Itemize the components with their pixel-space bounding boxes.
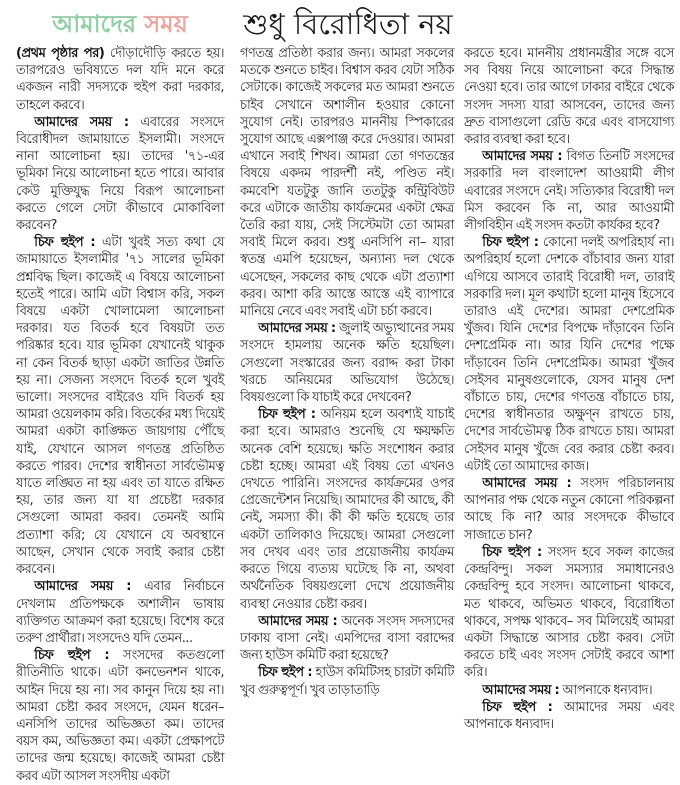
interview-paragraph [16,647,224,785]
paragraph-text: করতে হবে। মাননীয় প্রধানমন্ত্রীর সঙ্গে বসে সব বিষয় নিয়ে আলোচনা করে সিদ্ধান্ত নেওয়া হবে। তার আগে ঢাকার বাইরে থেকে সংসদ সদস্য যারা আসবেন, তাদের জন্য দ্রুত বাসাগুলো রেডি করে এবং বাসযোগ্য করার ব্যবস্থা করা হবে। [464,46,674,148]
paragraph-text: দৌড়াদৌড়ি করতে হয়। তারপরেও ভবিষ্যতে দল যদি মনে করে একজন নারী সদস্যকে হুইপ করা দরকার, তাহলে করবে। [16,46,225,113]
paragraph-text: এবার নির্বাচনে দেখলাম প্রতিপক্ষকে অশালীন ভাষায় ব্যক্তিগত আক্রমণ করা হয়েছে। বিশেষ করে তরুণ প্রার্থীরা। সংসদেও যদি তেমন... [16,579,224,646]
interview-paragraph [240,406,454,612]
paragraph-text: এবারের সংসদে বিরোধীদল জামায়াতে ইসলামী। সংসদে নানা আলোচনা হয়। তাদের '৭১-এর ভূমিকা নিয়ে আলোচনা হতে পারে। আবার কেউ মুক্তিযুদ্ধ নিয়ে বিরূপ আলোচনা করতে গেলে সেটা কীভাবে মোকাবিলা করবেন? [16,114,224,234]
interview-paragraph [464,682,674,699]
speaker-label: আমাদের সময় : [34,114,129,130]
paragraph-text: অনিয়ম হলে অবশ্যই যাচাই করা হবে। আমরাও শুনেছি যে ক্ষয়ক্ষতি অনেক বেশি হয়েছে। ক্ষতি সংশোধন করার চেষ্টা হচ্ছে। আমরা এই বিষয় তো এখনও দেখতে পারিনি। সংসদের কার্যক্রমের ওপর প্রেজেন্টেশন নিয়েছি। আমাদের কী আছে, কী নেই, সমস্যা কী। কী কী ক্ষতি হয়েছে তার একটা তালিকাও দিয়েছে। আমরা সেগুলো সব দেখব এবং তার প্রয়োজনীয় কার্যক্রম করতে গিয়ে ব্যত্যয় ঘটেছে কি না, অথবা অর্থনৈতিক বিষয়গুলো দেখে প্রয়োজনীয় ব্যবস্থা নেওয়ার চেষ্টা করব। [240,407,454,612]
continued-paragraph [464,45,674,148]
article-column-1 [16,45,224,785]
interview-paragraph [16,578,224,647]
paragraph-text: এটা খুবই সত্য কথা যে জামায়াতে ইসলামীর '৭১ সালের ভূমিকা প্রশ্নবিদ্ধ ছিল। কাজেই এ বিষয়ে আলোচনা হতেই পারে। আমি এটা বিশ্বাস করি, সকল বিষয়ে একটা খোলামেলা আলোচনা দরকার। যত বিতর্ক হবে বিষয়টা তত পরিষ্কার হবে। যার ভূমিকা যেখানেই থাকুক না কেন বিতর্ক ছাড়া একটা জাতির উন্নতি হয় না। সেজন্য সংসদে বিতর্ক হলে খুবই ভালো। সংসদের বাইরেও যদি বিতর্ক হয় আমরা ওয়েলকাম করি। বিতর্কের মধ্য দিয়েই আমরা একটা কাঙ্ক্ষিত জায়গায় পৌঁছে যাই, যেখানে আসল গণতন্ত্র প্রতিষ্ঠিত করতে পারব। দেশের স্বাধীনতা সার্বভৌমত্ব যাতে লঙ্ঘিত না হয় এবং তা যাতে রক্ষিত হয়, তার জন্য যা যা প্রচেষ্টা দরকার সেগুলো আমরা করব। তেমনই আমি প্রত্যাশা করি; যে যেখানে যে অবস্থানে আছেন, সেখান থেকে সবাই করার চেষ্টা করবেন। [16,235,224,578]
interview-paragraph [16,234,224,578]
speaker-label: আমাদের সময় : [482,682,560,698]
paragraph-text: কোনো দলই অপরিহার্য না। অপরিহার্য হলো দেশকে বাঁচাবার জন্য যারা এগিয়ে আসবে তারাই বিরোধী দল, তারাই সরকারি দল। মূল কথাটা হলো মানুষ হিসেবে তারাও এই দেশের। আমরা দেশপ্রেমিক খুঁজব। যিনি দেশের বিপক্ষে দাঁড়াবেন তিনি দেশপ্রেমিক না। আর যিনি দেশের পক্ষে দাঁড়াবেন তিনি দেশপ্রেমিক। আমরা খুঁজব সেইসব মানুষগুলোকে, যেসব মানুষ দেশ বাঁচাতে চায়, দেশের গণতন্ত্র বাঁচাতে চায়, দেশের স্বাধীনতার অক্ষুণ্ন রাখতে চায়, দেশের সার্বভৌমত্ব ঠিক রাখতে চায়। আমরা সেইসব মানুষ খুঁজে বের করার চেষ্টা করব। এটাই তো আমাদের কাজ। [464,235,675,474]
paragraph-text: হাউস কমিটিসহ চারটা কমিটি খুব গুরুত্বপূর্ণ। খুব তাড়াতাড়ি [240,665,454,698]
interview-paragraph [16,45,224,114]
speaker-label: আমাদের সময় : [258,321,336,337]
speaker-label: আমাদের সময় : [34,579,131,595]
interview-paragraph [464,148,674,234]
watermark-part-1: আমাদের [52,10,137,38]
speaker-label: চিফ হুইপ : [482,699,553,715]
paragraph-text: জুলাই অভ্যুত্থানের সময় সংসদে হামলায় অনেক ক্ষতি হয়েছিল। সেগুলো সংস্কারের জন্য বরাদ্দ করা টাকা খরচে অনিয়মের অভিযোগ উঠেছে। বিষয়গুলো কি যাচাই করে দেখবেন? [240,321,454,406]
speaker-label: চিফ হুইপ : [258,665,313,681]
interview-paragraph [16,114,224,234]
article-headline: শুধু বিরোধিতা নয় [243,7,453,41]
publisher-watermark [16,8,224,40]
article-column-2 [240,45,454,699]
interview-paragraph [240,320,454,406]
paragraph-text: সংসদের কতগুলো রীতিনীতি থাকে। এটা কনভেনশন থাকে, আইন দিয়ে হয় না। সব কানুন দিয়ে হয় না। আমরা চেষ্টা করব সংসদে, যেমন ধরেন– এনসিপি তাদের অভিজ্ঞতা কম। তাদের বয়স কম, অভিজ্ঞতা কম। একটা প্রেক্ষাপটে তাদের জন্ম হয়েছে। কাজেই আমরা চেষ্টা করব এটা আসল সংসদীয় একটা [16,648,224,784]
speaker-label: আমাদের সময় : [482,149,563,165]
interview-paragraph [240,664,454,698]
speaker-label: আমাদের সময় : [482,476,572,492]
interview-paragraph [464,699,674,733]
paragraph-text: গণতন্ত্র প্রতিষ্ঠা করার জন্য। আমরা সকলের মতকে শুনতে চাইব। বিশ্বাস করব যেটা সঠিক সেটাকে। কাজেই সকলের মত আমরা শুনতে চাইব সেখানে অশালীন হওয়ার কোনো সুযোগ নেই। তারপরও মাননীয় স্পিকারের সুযোগ আছে এক্সপাঞ্জ করে দেওয়ার। আমরা এখানে সবাই শিখব। আমরা তো গণতন্ত্রের বিষয়ে একদম পারদর্শী নই, পণ্ডিত নই। কমবেশি যতটুকু জানি ততটুকু কন্ট্রিবিউট করে এটাকে জাতীয় কার্যক্রমের একটা ক্ষেত্র তৈরি করা যায়, সেই সিস্টেমটা তো আমরা সবাই মিলে করব। শুধু এনসিপি না– যারা স্বতন্ত্র এমপি হয়েছেন, অন্যান্য দল থেকে এসেছেন, সকলের কাছ থেকে এটা প্রত্যাশা করব। আশা করি আস্তে আস্তে এই ব্যাপারে মানিয়ে নেবে এবং সবাই এটা চর্চা করবে। [240,46,454,320]
paragraph-text: সংসদ হবে সকল কাজের কেন্দ্রবিন্দু। সকল সমস্যার সমাধানেরও কেন্দ্রবিন্দু হবে সংসদ। আলোচনা থাকবে, মত থাকবে, অভিমত থাকবে, বিরোধিতা থাকবে, সপক্ষ থাকবে– সব মিলিয়েই আমরা একটা সিদ্ধান্তে আসার চেষ্টা করব। সেটা করতে চাই এবং সংসদ সেটাই করবে আশা করি। [464,544,674,681]
interview-paragraph [464,544,674,682]
speaker-label: আমাদের সময় : [258,613,338,629]
paragraph-text: অনেক সংসদ সদস্যদের ঢাকায় বাসা নেই। এমপিদের বাসা বরাদ্দের জন্য হাউস কমিটি করা হয়েছে? [240,613,454,664]
speaker-label: চিফ হুইপ : [34,648,110,664]
speaker-label: চিফ হুইপ : [482,544,542,560]
paragraph-text: বিগত তিনটি সংসদের সরকারি দল বাংলাদেশ আওয়ামী লীগ এবারের সংসদে নেই। সত্যিকার বিরোধী দল মিস করবেন কি না, আর আওয়ামী লীগবিহীন এই সংসদ কতটা কার্যকর হবে? [464,149,675,234]
paragraph-text: সংসদ পরিচালনায় আপনার পক্ষ থেকে নতুন কোনো পরিকল্পনা আছে কি না? আর সংসদকে কীভাবে সাজাতে চান? [464,476,674,543]
speaker-label: চিফ হুইপ : [34,235,96,251]
article-column-3 [464,45,674,733]
interview-paragraph [464,234,674,475]
interview-paragraph [240,613,454,665]
paragraph-text: আমাদের সময় এবং আপনাকে ধন্যবাদ। [464,699,674,732]
interview-paragraph [464,475,674,544]
speaker-label: চিফ হুইপ : [258,407,316,423]
speaker-label: (প্রথম পৃষ্ঠার পর) [16,46,105,61]
watermark-part-2: সময় [144,10,188,38]
paragraph-text: আপনাকে ধন্যবাদ। [559,682,653,698]
continued-paragraph [240,45,454,320]
speaker-label: চিফ হুইপ : [482,235,539,251]
